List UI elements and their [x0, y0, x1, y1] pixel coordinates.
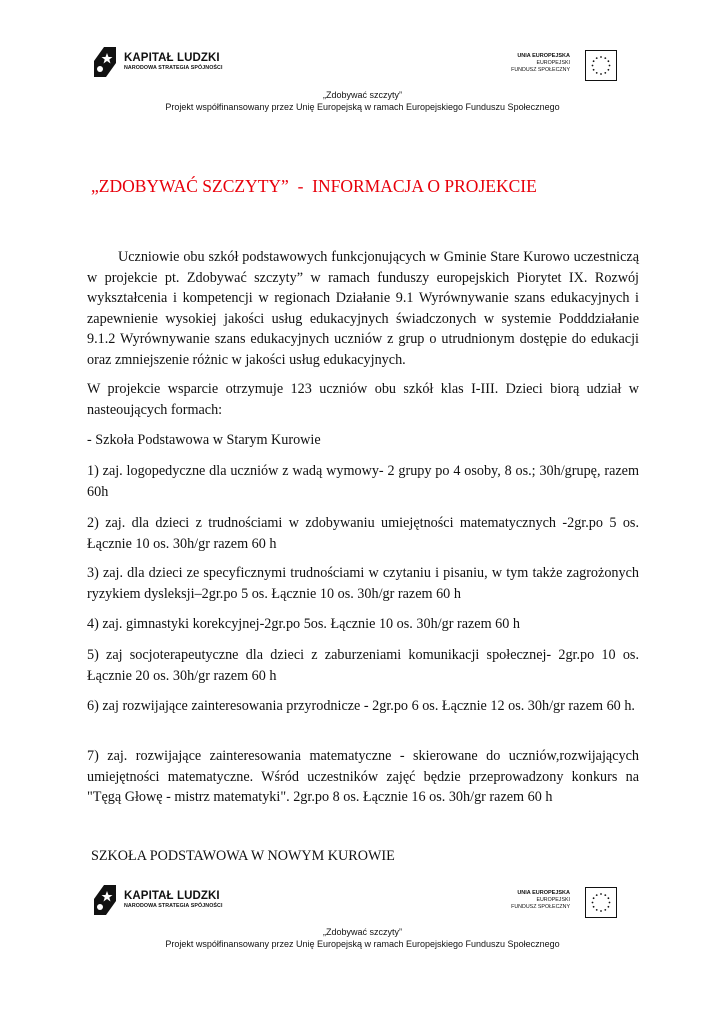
list-item: 7) zaj. rozwijające zainteresowania matematyczne - skierowane do uczniów,rozwijających umiejętności matematyczne. Wśród uczestników zajęć będzie przeprowadzony konkurs na "Tęgą Głowę - mistrz matematyki". 2gr.po 8 os. Łącznie 16 os. 30h/gr razem 60 h: [87, 748, 639, 805]
kl-title: KAPITAŁ LUDZKI: [124, 890, 220, 902]
project-name: „Zdobywać szczyty”: [322, 90, 402, 100]
list-item: 6) zaj rozwijające zainteresowania przyrodnicze - 2gr.po 6 os. Łącznie 12 os. 30h/gr razem 60 h.: [87, 698, 635, 714]
document-body-p9: [87, 696, 639, 717]
kapital-ludzki-emblem-icon: [92, 47, 118, 77]
eu-efs-logo: [510, 887, 617, 918]
project-name: „Zdobywać szczyty”: [322, 927, 402, 937]
footer-school-heading: SZKOŁA PODSTAWOWA W NOWYM KUROWIE: [91, 848, 395, 864]
ue-fund-line1: EUROPEJSKI: [536, 897, 570, 903]
document-body-p4: [87, 461, 639, 502]
kapital-ludzki-logo: [92, 885, 223, 915]
document-body-p6: [87, 563, 639, 604]
ue-fund-line1: EUROPEJSKI: [536, 60, 570, 66]
paragraph-school: - Szkoła Podstawowa w Starym Kurowie: [87, 432, 321, 448]
document-body-p7: [87, 614, 639, 635]
document-body-p8: [87, 645, 639, 686]
ue-fund-line2: FUNDUSZ SPOŁECZNY: [511, 67, 570, 73]
kl-title: KAPITAŁ LUDZKI: [124, 52, 220, 64]
eu-flag-icon: [585, 50, 617, 81]
list-item: 2) zaj. dla dzieci z trudnościami w zdobywaniu umiejętności matematycznych -2gr.po 5 os. Łącznie 10 os. 30h/gr razem 60 h: [87, 515, 639, 552]
ue-name: UNIA EUROPEJSKA: [517, 890, 570, 896]
document-body: [87, 247, 639, 370]
document-body-p10: [87, 746, 639, 808]
cofinancing-note: Projekt współfinansowany przez Unię Europejską w ramach Europejskiego Funduszu Społecznego: [165, 102, 560, 112]
paragraph-participants: W projekcie wsparcie otrzymuje 123 uczniów obu szkół klas I-III. Dzieci biorą udział w nasteoujących formach:: [87, 381, 639, 418]
ue-fund-line2: FUNDUSZ SPOŁECZNY: [511, 904, 570, 910]
kapital-ludzki-logo: [92, 47, 223, 77]
document-body-p2: [87, 379, 639, 420]
list-item: 1) zaj. logopedyczne dla uczniów z wadą wymowy- 2 grupy po 4 osoby, 8 os.; 30h/grupę, razem 60h: [87, 463, 639, 500]
document-body-p3: [87, 430, 639, 451]
cofinancing-note: Projekt współfinansowany przez Unię Europejską w ramach Europejskiego Funduszu Społecznego: [165, 939, 560, 949]
eu-efs-logo: [510, 50, 617, 81]
document-title: „ZDOBYWAĆ SZCZYTY” - INFORMACJA O PROJEKCIE: [91, 176, 537, 196]
document-body-p5: [87, 513, 639, 554]
list-item: 5) zaj socjoterapeutyczne dla dzieci z zaburzeniami komunikacji społecznej- 2gr.po 10 os. Łącznie 20 os. 30h/gr razem 60 h: [87, 647, 639, 684]
ue-name: UNIA EUROPEJSKA: [517, 53, 570, 59]
kl-subtitle: NARODOWA STRATEGIA SPÓJNOŚCI: [124, 65, 223, 71]
eu-flag-icon: [585, 887, 617, 918]
kl-subtitle: NARODOWA STRATEGIA SPÓJNOŚCI: [124, 903, 223, 909]
list-item: 3) zaj. dla dzieci ze specyficznymi trudnościami w czytaniu i pisaniu, w tym także zagrożonych ryzykiem dysleksji–2gr.po 5 os. Łącznie 10 os. 30h/gr razem 60 h: [87, 565, 639, 602]
list-item: 4) zaj. gimnastyki korekcyjnej-2gr.po 5os. Łącznie 10 os. 30h/gr razem 60 h: [87, 616, 520, 632]
kapital-ludzki-emblem-icon: [92, 885, 118, 915]
paragraph-intro: Uczniowie obu szkół podstawowych funkcjonujących w Gminie Stare Kurowo uczestniczą w projekcie pt. Zdobywać szczyty” w ramach funduszy europejskich Piorytet IX. Rozwój wykształcenia i kompetencji w regionach Działanie 9.1 Wyrównywanie szans edukacyjnych i zapewnienie wysokiej jakości usług edukacyjnych świadczonych w systemie Podddziałanie 9.1.2 Wyrównywanie szans edukacyjnych uczniów z grup o utrudnionym dostępie do edukacji oraz zmniejszenie różnic w jakości usług edukacyjnych.: [87, 249, 639, 368]
